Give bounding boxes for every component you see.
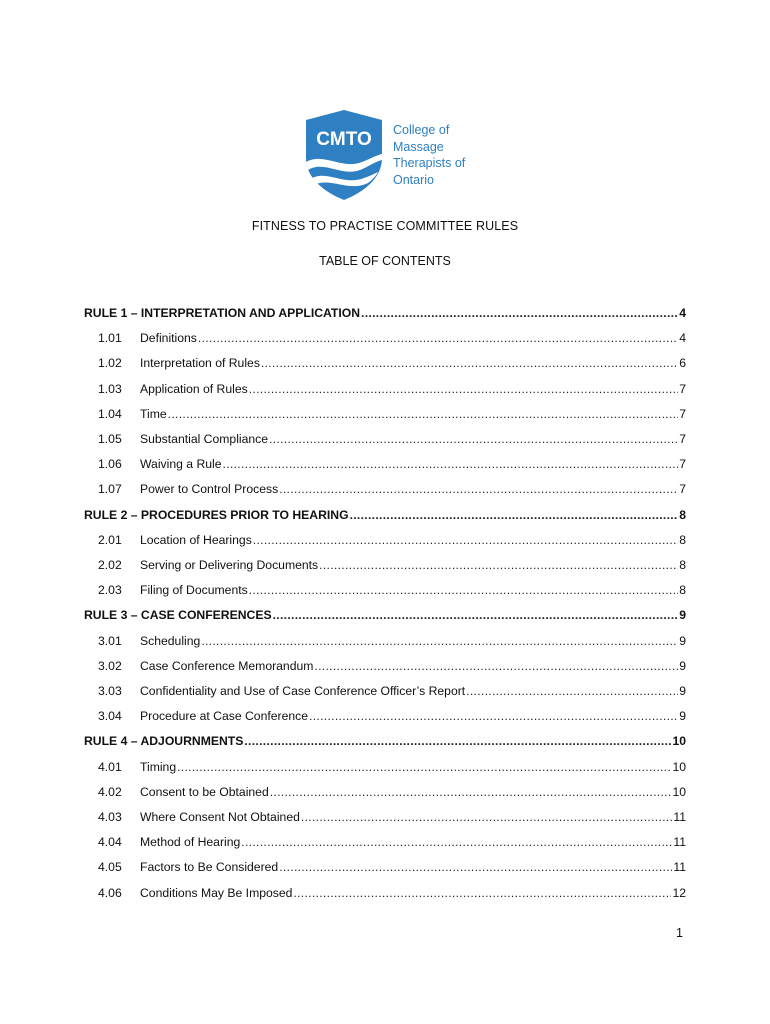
toc-dot-leader	[301, 810, 672, 824]
toc-dot-leader	[466, 684, 678, 698]
toc-rule-entry[interactable]	[84, 608, 686, 626]
toc-entry-label: Application of Rules	[140, 381, 248, 396]
toc-page-number: 4	[679, 331, 686, 346]
toc-entry-label: Definitions	[140, 331, 197, 346]
toc-section-entry[interactable]	[84, 886, 686, 904]
toc-dot-leader	[261, 356, 678, 370]
toc-page-number: 8	[679, 558, 686, 572]
toc-section-entry[interactable]	[84, 634, 686, 652]
toc-section-number: 4.02	[98, 784, 122, 799]
toc-heading: TABLE OF CONTENTS	[319, 254, 451, 268]
logo-name-line: College of	[393, 123, 450, 137]
toc-section-number: 4.05	[98, 860, 122, 875]
toc-entry-label: Confidentiality and Use of Case Conference Officer’s Report	[140, 684, 466, 698]
toc-dot-leader	[198, 331, 678, 345]
cmto-shield-icon	[302, 108, 386, 202]
toc-entry-label: Consent to be Obtained	[140, 784, 269, 799]
toc-section-number: 3.02	[98, 658, 122, 673]
logo-name-line: Therapists of	[393, 156, 466, 170]
toc-dot-leader	[319, 558, 678, 572]
toc-entry-label: Method of Hearing	[140, 835, 241, 850]
toc-page-number: 12	[672, 885, 686, 900]
toc-entry-label: Location of Hearings	[140, 532, 252, 547]
toc-section-entry[interactable]	[84, 558, 686, 576]
toc-section-entry[interactable]	[84, 382, 686, 400]
toc-section-number: 4.06	[98, 885, 122, 900]
toc-dot-leader	[273, 608, 679, 622]
toc-dot-leader	[168, 407, 679, 421]
toc-page-number: 7	[679, 381, 686, 396]
toc-entry-label: Filing of Documents	[140, 583, 248, 598]
toc-section-entry[interactable]	[84, 432, 686, 450]
toc-page-number: 9	[679, 658, 686, 673]
toc-entry-label: Procedure at Case Conference	[140, 709, 309, 724]
toc-section-entry[interactable]	[84, 810, 686, 828]
toc-entry-label: Waiving a Rule	[140, 457, 222, 472]
toc-entry-label: RULE 2 – PROCEDURES PRIOR TO HEARING	[84, 507, 349, 522]
toc-dot-leader	[293, 886, 671, 900]
toc-section-number: 3.03	[98, 684, 122, 698]
toc-section-entry[interactable]	[84, 684, 686, 702]
toc-section-entry[interactable]	[84, 533, 686, 551]
toc-dot-leader	[269, 432, 678, 446]
toc-page-number: 9	[679, 684, 686, 698]
toc-page-number: 10	[672, 784, 686, 799]
toc-entry-label: Conditions May Be Imposed	[140, 885, 293, 900]
toc-page-number: 8	[679, 532, 686, 547]
toc-section-entry[interactable]	[84, 709, 686, 727]
toc-entry-label: RULE 1 – INTERPRETATION AND APPLICATION	[84, 306, 361, 320]
toc-dot-leader	[177, 760, 671, 774]
toc-section-number: 1.03	[98, 381, 122, 396]
toc-section-number: 1.01	[98, 331, 122, 346]
toc-entry-label: RULE 4 – ADJOURNMENTS	[84, 734, 244, 749]
toc-section-number: 1.02	[98, 356, 122, 371]
toc-dot-leader	[253, 533, 678, 547]
page-number: 1	[676, 926, 683, 940]
toc-dot-leader	[314, 659, 678, 673]
toc-dot-leader	[309, 709, 678, 723]
toc-section-entry[interactable]	[84, 356, 686, 374]
toc-section-entry[interactable]	[84, 482, 686, 500]
toc-dot-leader	[223, 457, 679, 471]
toc-dot-leader	[350, 508, 679, 522]
toc-section-number: 4.01	[98, 759, 122, 774]
toc-section-number: 1.07	[98, 482, 122, 497]
toc-section-entry[interactable]	[84, 659, 686, 677]
toc-page-number: 10	[672, 759, 686, 774]
toc-page-number: 7	[679, 432, 686, 446]
toc-section-number: 2.01	[98, 532, 122, 547]
toc-section-number: 3.04	[98, 709, 122, 724]
toc-entry-label: Timing	[140, 759, 177, 774]
toc-dot-leader	[249, 382, 679, 396]
toc-page-number: 10	[672, 734, 686, 749]
toc-dot-leader	[249, 583, 679, 597]
logo-name-line: Ontario	[393, 172, 434, 187]
toc-section-number: 4.04	[98, 835, 122, 850]
toc-entry-label: Power to Control Process	[140, 482, 279, 497]
toc-section-entry[interactable]	[84, 331, 686, 349]
toc-page-number: 9	[679, 709, 686, 724]
logo-name-line: Massage	[393, 139, 444, 154]
toc-entry-label: Substantial Compliance	[140, 432, 269, 446]
toc-entry-label: Interpretation of Rules	[140, 356, 260, 371]
toc-section-number: 4.03	[98, 810, 122, 824]
toc-page-number: 7	[679, 406, 686, 421]
toc-rule-entry[interactable]	[84, 508, 686, 526]
toc-entry-label: Time	[140, 406, 167, 421]
logo-organization-name	[393, 122, 493, 188]
toc-page-number: 7	[679, 457, 686, 472]
toc-rule-entry[interactable]	[84, 306, 686, 324]
toc-entry-label: RULE 3 – CASE CONFERENCES	[84, 608, 272, 623]
logo-acronym: CMTO	[316, 129, 372, 150]
toc-section-number: 1.04	[98, 406, 122, 421]
toc-section-number: 2.03	[98, 583, 122, 598]
toc-entry-label: Scheduling	[140, 633, 201, 648]
toc-page-number: 6	[679, 356, 686, 371]
document-title: FITNESS TO PRACTISE COMMITTEE RULES	[251, 219, 519, 233]
toc-section-number: 2.02	[98, 558, 122, 572]
cmto-logo	[302, 108, 482, 204]
toc-rule-entry[interactable]	[84, 734, 686, 752]
toc-page-number: 9	[679, 633, 686, 648]
toc-dot-leader	[244, 734, 671, 748]
toc-entry-label: Serving or Delivering Documents	[140, 558, 319, 572]
toc-section-entry[interactable]	[84, 785, 686, 803]
toc-section-entry[interactable]	[84, 583, 686, 601]
toc-page-number: 9	[679, 608, 686, 623]
toc-dot-leader	[279, 860, 672, 874]
toc-page-number: 11	[673, 860, 686, 875]
toc-dot-leader	[201, 634, 678, 648]
toc-dot-leader	[241, 835, 672, 849]
toc-section-entry[interactable]	[84, 407, 686, 425]
toc-page-number: 8	[679, 507, 686, 522]
toc-page-number: 11	[673, 835, 686, 850]
toc-page-number: 11	[673, 810, 686, 824]
toc-section-number: 1.05	[98, 432, 122, 446]
toc-page-number: 7	[679, 482, 686, 497]
toc-section-entry[interactable]	[84, 457, 686, 475]
toc-dot-leader	[279, 482, 678, 496]
toc-dot-leader	[361, 306, 678, 320]
toc-section-number: 3.01	[98, 633, 122, 648]
toc-entry-label: Factors to Be Considered	[140, 860, 279, 875]
toc-section-entry[interactable]	[84, 860, 686, 878]
toc-entry-label: Case Conference Memorandum	[140, 658, 314, 673]
toc-entry-label: Where Consent Not Obtained	[140, 810, 300, 824]
toc-section-entry[interactable]	[84, 760, 686, 778]
toc-page-number: 8	[679, 583, 686, 598]
toc-section-number: 1.06	[98, 457, 122, 472]
toc-section-entry[interactable]	[84, 835, 686, 853]
toc-page-number: 4	[679, 306, 686, 320]
toc-dot-leader	[270, 785, 672, 799]
